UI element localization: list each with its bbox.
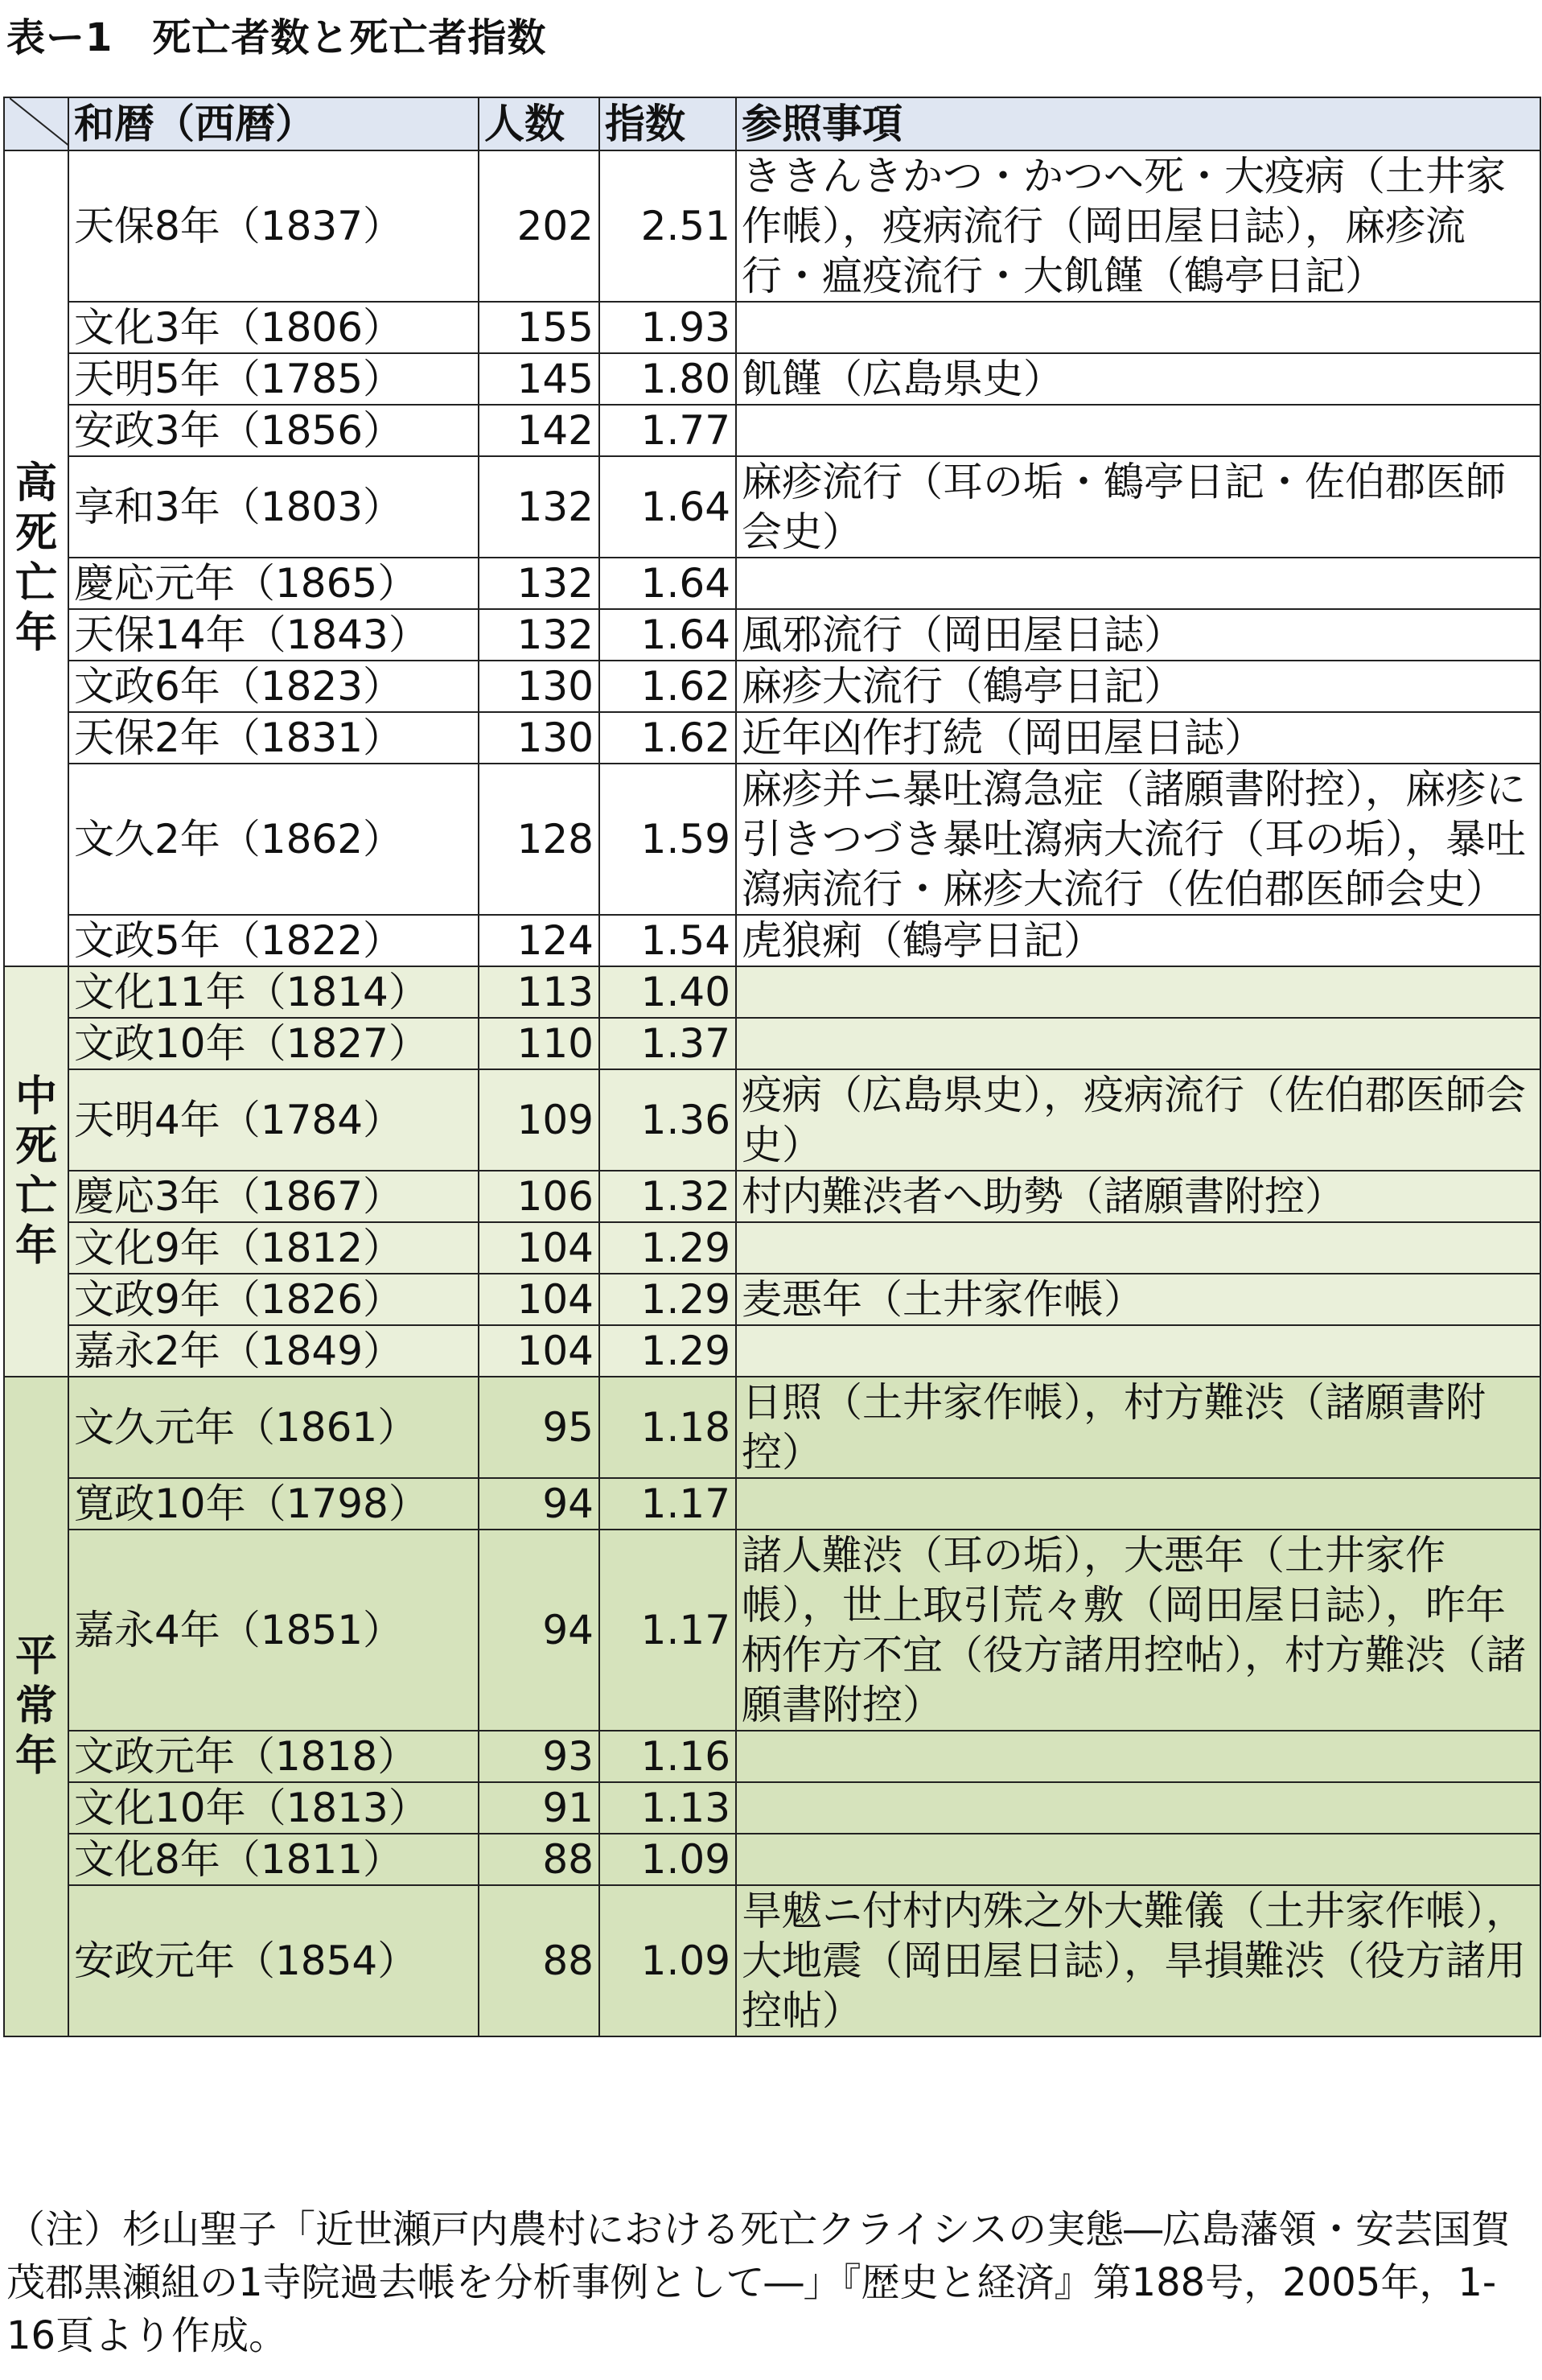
count-cell: 91 <box>479 1782 599 1834</box>
source-note: （注）杉山聖子「近世瀬戸内農村における死亡クライシスの実態―広島藩領・安芸国賀茂郡黒瀬組の1寺院過去帳を分析事例として―」『歴史と経済』第188号，2005年，1-16頁より作成。 <box>6 2207 1511 2358</box>
count-cell: 132 <box>479 558 599 609</box>
count-cell: 94 <box>479 1478 599 1530</box>
index-cell: 1.62 <box>599 661 736 712</box>
era-cell: 文久元年（1861） <box>68 1377 479 1478</box>
table-row <box>4 405 1540 456</box>
era-cell: 文化8年（1811） <box>68 1834 479 1885</box>
table-row <box>4 1834 1540 1885</box>
reference-cell: 飢饉（広島県史） <box>736 353 1540 405</box>
count-cell: 95 <box>479 1377 599 1478</box>
group-mid-mortality-label-cell <box>4 966 68 1377</box>
reference-cell: 虎狼痢（鶴亭日記） <box>736 915 1540 966</box>
index-cell: 1.80 <box>599 353 736 405</box>
group-label: 平常年 <box>14 1633 57 1781</box>
reference-cell: 諸人難渋（耳の垢），大悪年（土井家作帳），世上取引荒々敷（岡田屋日誌），昨年柄作方不宜（役方諸用控帖），村方難渋（諸願書附控） <box>736 1530 1540 1731</box>
header-index: 指数 <box>599 97 736 150</box>
index-cell: 1.36 <box>599 1069 736 1171</box>
era-cell: 慶応3年（1867） <box>68 1171 479 1222</box>
reference-cell: 麦悪年（土井家作帳） <box>736 1274 1540 1325</box>
era-cell: 天明5年（1785） <box>68 353 479 405</box>
table-row <box>4 1069 1540 1171</box>
table-row <box>4 1325 1540 1377</box>
table-row <box>4 609 1540 661</box>
count-cell: 93 <box>479 1731 599 1782</box>
index-cell: 1.17 <box>599 1530 736 1731</box>
table-row <box>4 966 1540 1018</box>
reference-cell <box>736 1018 1540 1069</box>
mortality-table <box>3 97 1541 2037</box>
era-cell: 文政5年（1822） <box>68 915 479 966</box>
index-cell: 1.13 <box>599 1782 736 1834</box>
era-cell: 安政3年（1856） <box>68 405 479 456</box>
table-row <box>4 1222 1540 1274</box>
count-cell: 130 <box>479 661 599 712</box>
table-row <box>4 915 1540 966</box>
count-cell: 88 <box>479 1885 599 2036</box>
reference-cell <box>736 1222 1540 1274</box>
table-row <box>4 1731 1540 1782</box>
era-cell: 文政6年（1823） <box>68 661 479 712</box>
index-cell: 2.51 <box>599 150 736 302</box>
reference-cell: 村内難渋者へ助勢（諸願書附控） <box>736 1171 1540 1222</box>
group-label: 中死亡年 <box>14 1073 57 1270</box>
era-cell: 文化10年（1813） <box>68 1782 479 1834</box>
era-cell: 文政元年（1818） <box>68 1731 479 1782</box>
count-cell: 106 <box>479 1171 599 1222</box>
table-row <box>4 661 1540 712</box>
table-row <box>4 1782 1540 1834</box>
era-cell: 寛政10年（1798） <box>68 1478 479 1530</box>
index-cell: 1.64 <box>599 609 736 661</box>
index-cell: 1.40 <box>599 966 736 1018</box>
table-row <box>4 456 1540 558</box>
era-cell: 文化9年（1812） <box>68 1222 479 1274</box>
count-cell: 124 <box>479 915 599 966</box>
table-row <box>4 1530 1540 1731</box>
header-count: 人数 <box>479 97 599 150</box>
index-cell: 1.62 <box>599 712 736 764</box>
group-normal-label-cell <box>4 1377 68 2036</box>
index-cell: 1.77 <box>599 405 736 456</box>
index-cell: 1.09 <box>599 1834 736 1885</box>
count-cell: 132 <box>479 456 599 558</box>
table-row <box>4 1478 1540 1530</box>
reference-cell <box>736 302 1540 353</box>
index-cell: 1.29 <box>599 1274 736 1325</box>
reference-cell <box>736 1782 1540 1834</box>
table-row <box>4 558 1540 609</box>
count-cell: 128 <box>479 764 599 915</box>
index-cell: 1.32 <box>599 1171 736 1222</box>
reference-cell <box>736 1325 1540 1377</box>
era-cell: 慶応元年（1865） <box>68 558 479 609</box>
table-body <box>4 150 1540 2036</box>
index-cell: 1.93 <box>599 302 736 353</box>
table-row <box>4 764 1540 915</box>
group-label: 高死亡年 <box>14 459 57 657</box>
count-cell: 109 <box>479 1069 599 1171</box>
count-cell: 132 <box>479 609 599 661</box>
index-cell: 1.64 <box>599 456 736 558</box>
table-row <box>4 1274 1540 1325</box>
reference-cell: 風邪流行（岡田屋日誌） <box>736 609 1540 661</box>
count-cell: 104 <box>479 1222 599 1274</box>
table-row <box>4 1885 1540 2036</box>
reference-cell <box>736 1478 1540 1530</box>
index-cell: 1.37 <box>599 1018 736 1069</box>
count-cell: 145 <box>479 353 599 405</box>
index-cell: 1.64 <box>599 558 736 609</box>
reference-cell <box>736 1731 1540 1782</box>
table-row <box>4 1018 1540 1069</box>
era-cell: 文化3年（1806） <box>68 302 479 353</box>
table-title: 表ー1 死亡者数と死亡者指数 <box>6 15 547 60</box>
reference-cell: 麻疹并ニ暴吐瀉急症（諸願書附控），麻疹に引きつづき暴吐瀉病大流行（耳の垢），暴吐瀉病流行・麻疹大流行（佐伯郡医師会史） <box>736 764 1540 915</box>
count-cell: 142 <box>479 405 599 456</box>
reference-cell: 日照（土井家作帳），村方難渋（諸願書附控） <box>736 1377 1540 1478</box>
era-cell: 天保8年（1837） <box>68 150 479 302</box>
era-cell: 文政9年（1826） <box>68 1274 479 1325</box>
count-cell: 202 <box>479 150 599 302</box>
index-cell: 1.18 <box>599 1377 736 1478</box>
reference-cell: 疫病（広島県史），疫病流行（佐伯郡医師会史） <box>736 1069 1540 1171</box>
reference-cell <box>736 558 1540 609</box>
group-high-mortality-label-cell <box>4 150 68 966</box>
reference-cell: 旱魃ニ付村内殊之外大難儀（土井家作帳），大地震（岡田屋日誌），旱損難渋（役方諸用控帖） <box>736 1885 1540 2036</box>
table-row <box>4 712 1540 764</box>
era-cell: 嘉永2年（1849） <box>68 1325 479 1377</box>
header-row <box>4 97 1540 150</box>
count-cell: 94 <box>479 1530 599 1731</box>
index-cell: 1.17 <box>599 1478 736 1530</box>
corner-diagonal-cell <box>4 97 68 150</box>
reference-cell <box>736 1834 1540 1885</box>
table-row <box>4 150 1540 302</box>
count-cell: 104 <box>479 1325 599 1377</box>
index-cell: 1.16 <box>599 1731 736 1782</box>
index-cell: 1.09 <box>599 1885 736 2036</box>
count-cell: 110 <box>479 1018 599 1069</box>
index-cell: 1.54 <box>599 915 736 966</box>
count-cell: 155 <box>479 302 599 353</box>
era-cell: 享和3年（1803） <box>68 456 479 558</box>
count-cell: 88 <box>479 1834 599 1885</box>
reference-cell: ききんきかつ・かつへ死・大疫病（土井家作帳），疫病流行（岡田屋日誌），麻疹流行・瘟疫流行・大飢饉（鶴亭日記） <box>736 150 1540 302</box>
index-cell: 1.29 <box>599 1222 736 1274</box>
era-cell: 天保14年（1843） <box>68 609 479 661</box>
header-reference: 参照事項 <box>736 97 1540 150</box>
table-row <box>4 1377 1540 1478</box>
header-era: 和暦（西暦） <box>68 97 479 150</box>
era-cell: 文久2年（1862） <box>68 764 479 915</box>
reference-cell: 麻疹大流行（鶴亭日記） <box>736 661 1540 712</box>
count-cell: 104 <box>479 1274 599 1325</box>
reference-cell: 麻疹流行（耳の垢・鶴亭日記・佐伯郡医師会史） <box>736 456 1540 558</box>
era-cell: 天保2年（1831） <box>68 712 479 764</box>
reference-cell <box>736 405 1540 456</box>
count-cell: 113 <box>479 966 599 1018</box>
table-row <box>4 353 1540 405</box>
index-cell: 1.29 <box>599 1325 736 1377</box>
era-cell: 文政10年（1827） <box>68 1018 479 1069</box>
index-cell: 1.59 <box>599 764 736 915</box>
table-row <box>4 1171 1540 1222</box>
era-cell: 嘉永4年（1851） <box>68 1530 479 1731</box>
era-cell: 天明4年（1784） <box>68 1069 479 1171</box>
era-cell: 安政元年（1854） <box>68 1885 479 2036</box>
table-row <box>4 302 1540 353</box>
reference-cell: 近年凶作打続（岡田屋日誌） <box>736 712 1540 764</box>
era-cell: 文化11年（1814） <box>68 966 479 1018</box>
count-cell: 130 <box>479 712 599 764</box>
reference-cell <box>736 966 1540 1018</box>
